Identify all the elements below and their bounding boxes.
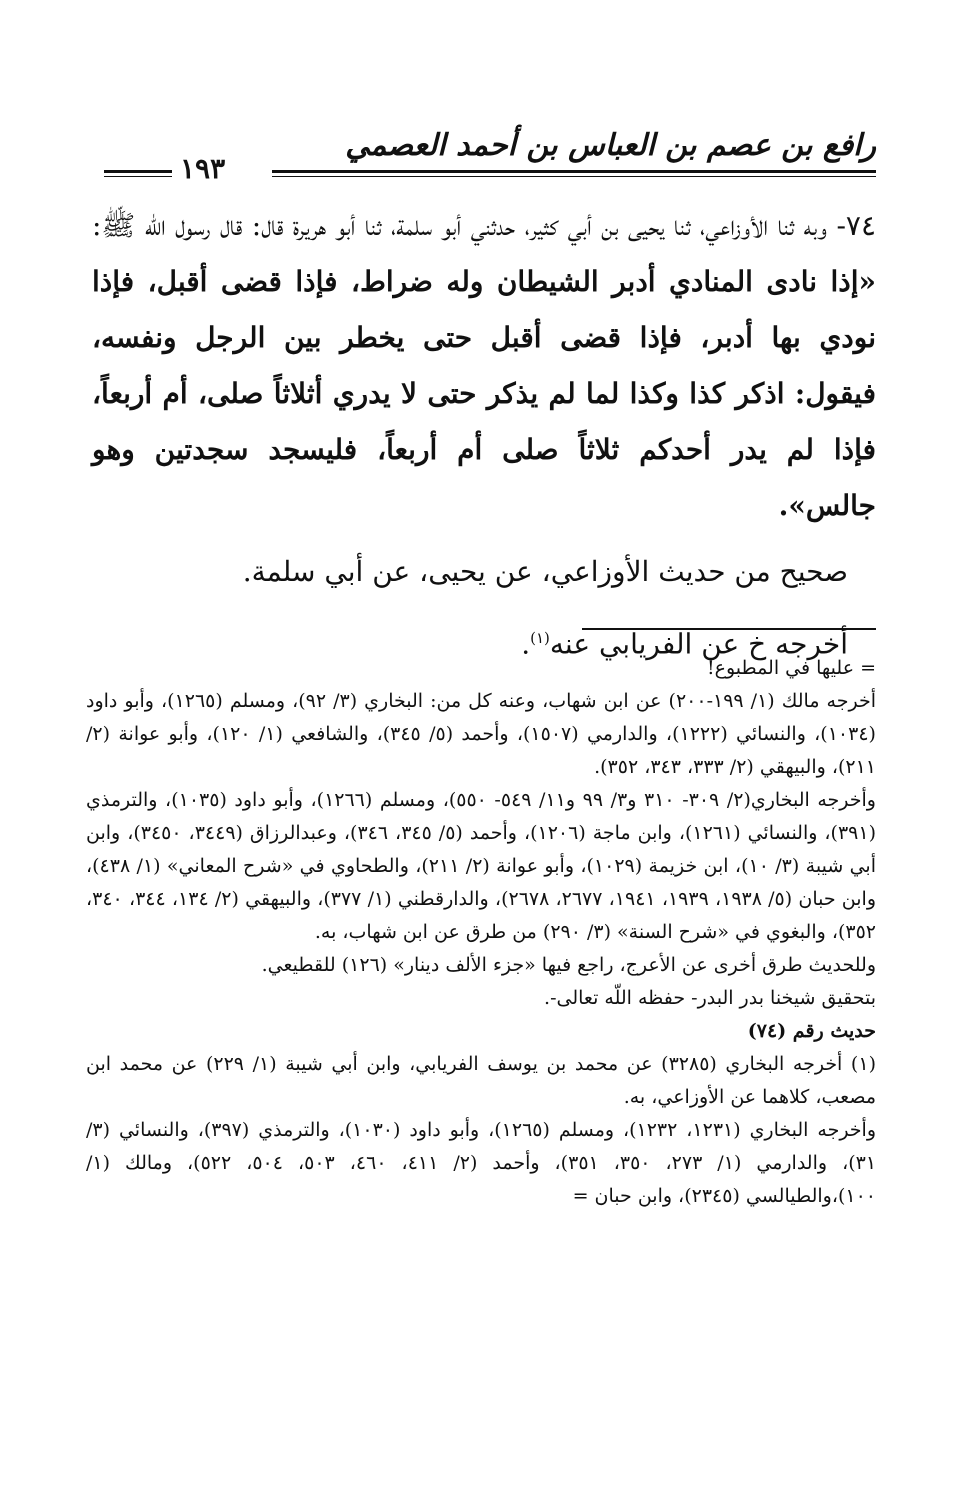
footnotes: [86, 652, 876, 1213]
hadith-matn: «إذا نادى المنادي أدبر الشيطان وله ضراط، فإذا قضى أقبل، فإذا نودي بها أدبر، فإذا قضى أقبل حتى يخطر بين الرجل ونفسه، فيقول: اذكر كذا وكذا لما لم يذكر حتى لا يدري أثلاثاً صلى، أم أربعاً، فإذا لم يدر أحدكم ثلاثاً صلى أم أربعاً، فليسجد سجدتين وهو جالس».: [92, 265, 877, 522]
footnote-divider: [582, 628, 876, 630]
takhrij-end: .: [521, 627, 531, 661]
note-heading: حديث رقم (٧٤): [747, 1020, 876, 1042]
page-header: [104, 128, 876, 185]
note-paragraph: وللحديث طرق أخرى عن الأعرج، راجع فيها «جزء الألف دينار» (١٢٦) للقطيعي.: [261, 954, 876, 976]
note-paragraph: بتحقيق شيخنا بدر البدر- حفظه اللّه تعالى-.: [544, 987, 876, 1009]
note-paragraph: أخرجه مالك (١/ ١٩٩-٢٠٠) عن ابن شهاب، وعنه كل من: البخاري (٣/ ٩٢)، ومسلم (١٢٦٥)، وأبو داود (١٠٣٤)، والنسائي (١٢٢٢)، والدارمي (١٥٠٧)، وأحمد (٥/ ٣٤٥)، والشافعي (١/ ١٢٠)، وأبو عوانة (٢/ ٢١١)، والبيهقي (٢/ ٣٣٣، ٣٤٣، ٣٥٢).: [86, 690, 876, 778]
grading-line: صحيح من حديث الأوزاعي، عن يحيى، عن أبي سلمة.: [242, 555, 848, 588]
footnote-1: (١) أخرجه البخاري (٣٢٨٥) عن محمد بن يوسف الفريابي، وابن أبي شيبة (١/ ٢٢٩) عن محمد ابن مصعب، كلاهما عن الأوزاعي، به.: [86, 1053, 876, 1108]
note-paragraph: وأخرجه البخاري(٢/ ٣٠٩- ٣١٠ و٣/ ٩٩ و١١/ ٥٤٩- ٥٥٠)، ومسلم (١٢٦٦)، وأبو داود (١٠٣٥)، والترمذي (٣٩١)، والنسائي (١٢٦١)، وابن ماجة (١٢٠٦)، وأحمد (٥/ ٣٤٥، ٣٤٦)، وعبدالرزاق (٣٤٤٩، ٣٤٥٠)، وابن أبي شيبة (٣/ ١٠)، ابن خزيمة (١٠٢٩)، وأبو عوانة (٢/ ٢١١)، والطحاوي في «شرح المعاني» (١/ ٤٣٨)، وابن حبان (٥/ ١٩٣٨، ١٩٣٩، ١٩٤١، ٢٦٧٧، ٢٦٧٨)، والدارقطني (١/ ٣٧٧)، والبيهقي (٢/ ١٣٤، ٣٤٤، ٣٤٠، ٣٥٢)، والبغوي في «شرح السنة» (٣/ ٢٩٠) من طرق عن ابن شهاب، به.: [86, 789, 877, 943]
header-rule-short: [104, 170, 172, 177]
header-rule: [272, 170, 876, 177]
main-text: [92, 198, 876, 672]
footnote-reference: (١): [530, 629, 550, 647]
takhrij-text: أخرجه خ عن الفريابي عنه: [549, 627, 848, 661]
hadith-isnad: ٧٤- وبه ثنا الأوزاعي، ثنا يحيى بن أبي كثير، حدثني أبو سلمة، ثنا أبو هريرة قال: قال رسول اللّه ﷺ:: [92, 209, 876, 242]
note-continuation: = عليها في المطبوع!: [706, 657, 876, 679]
running-title: رافع بن عصم بن العباس بن أحمد العصمي: [345, 128, 876, 163]
footnote-1-continued: وأخرجه البخاري (١٢٣١، ١٢٣٢)، ومسلم (١٢٦٥)، وأبو داود (١٠٣٠)، والترمذي (٣٩٧)، والنسائي (٣/ ٣١)، والدارمي (١/ ٢٧٣، ٣٥٠، ٣٥١)، وأحمد (٢/ ٤١١، ٤٦٠، ٥٠٣، ٥٠٤، ٥٢٢)، ومالك (١/ ١٠٠)،والطيالسي (٢٣٤٥)، وابن حبان =: [86, 1119, 877, 1207]
page-number: ١٩٣: [180, 152, 226, 185]
hadith-paragraph: [92, 198, 876, 534]
